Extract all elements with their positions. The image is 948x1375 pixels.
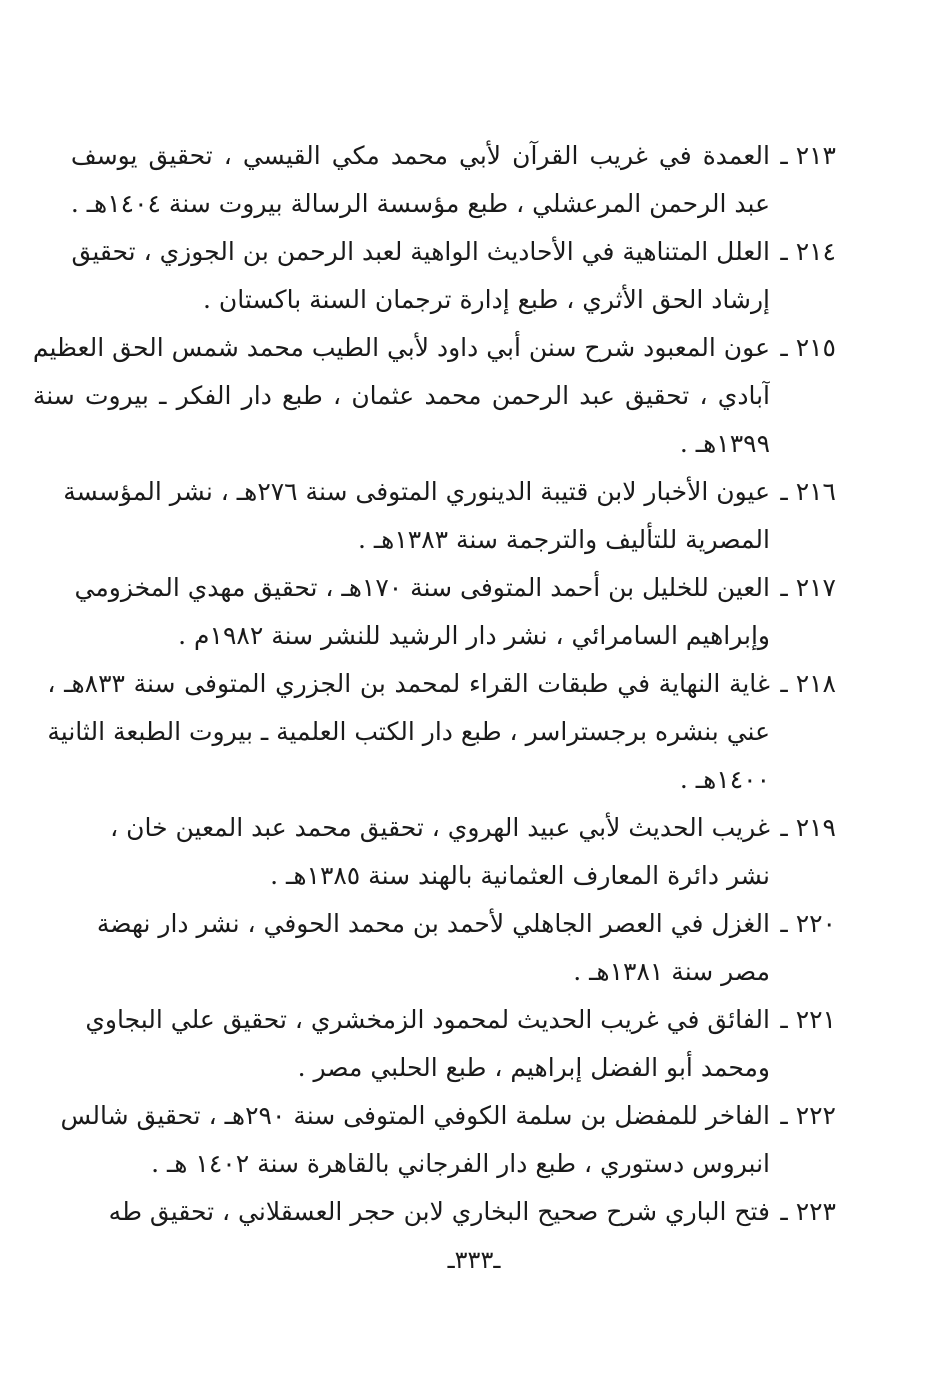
entry-text bbox=[75, 564, 770, 660]
entry-number: ٢١٣ ـ bbox=[780, 141, 836, 170]
entry-line: فتح الباري شرح صحيح البخاري لابن حجر العسقلاني ، تحقيق طه bbox=[108, 1197, 770, 1226]
bibliography-entry bbox=[70, 132, 836, 228]
entry-number: ٢٢٣ ـ bbox=[780, 1197, 836, 1226]
entry-line: غريب الحديث لأبي عبيد الهروي ، تحقيق محمد عبد المعين خان ، bbox=[110, 813, 770, 842]
bibliography-entry bbox=[47, 660, 836, 804]
entry-line: عيون الأخبار لابن قتيبة الدينوري المتوفى سنة ٢٧٦هـ ، نشر المؤسسة bbox=[63, 477, 770, 506]
entry-line: العمدة في غريب القرآن لأبي محمد مكي القيسي ، تحقيق يوسف bbox=[70, 141, 770, 170]
bibliography-entry bbox=[108, 1188, 836, 1236]
entry-text bbox=[33, 324, 770, 468]
entry-line: الفائق في غريب الحديث لمحمود الزمخشري ، تحقيق علي البجاوي bbox=[85, 1005, 770, 1034]
entry-line: ١٣٩٩هـ . bbox=[679, 429, 770, 458]
entry-line: عني بنشره برجستراسر ، طبع دار الكتب العلمية ـ بيروت الطبعة الثانية bbox=[47, 717, 770, 746]
entry-text bbox=[72, 228, 771, 324]
entry-text bbox=[60, 1092, 770, 1188]
entry-number: ٢٢٢ ـ bbox=[780, 1101, 836, 1130]
bibliography-entry bbox=[85, 996, 836, 1092]
bibliography-entry bbox=[110, 804, 836, 900]
entry-number: ٢١٤ ـ bbox=[780, 237, 836, 266]
entry-text bbox=[110, 804, 770, 900]
bibliography-entry bbox=[60, 1092, 836, 1188]
entry-line: آبادي ، تحقيق عبد الرحمن محمد عثمان ، طبع دار الفكر ـ بيروت سنة bbox=[32, 381, 770, 410]
entry-line: انبروس دستوري ، طبع دار الفرجاني بالقاهرة سنة ١٤٠٢ هـ . bbox=[151, 1149, 770, 1178]
entry-line: إرشاد الحق الأثري ، طبع إدارة ترجمان السنة باكستان . bbox=[202, 285, 770, 314]
entry-number: ٢١٧ ـ bbox=[780, 573, 836, 602]
entry-line: ١٤٠٠هـ . bbox=[679, 765, 770, 794]
entry-number: ٢٢٠ ـ bbox=[780, 909, 836, 938]
bibliography-entry bbox=[96, 900, 836, 996]
page-number: ـ٣٣٣ـ bbox=[447, 1246, 501, 1274]
entry-line: الغزل في العصر الجاهلي لأحمد بن محمد الحوفي ، نشر دار نهضة bbox=[96, 909, 770, 938]
bibliography-entry bbox=[63, 468, 836, 564]
entry-number: ٢١٥ ـ bbox=[780, 333, 836, 362]
entry-number: ٢٢١ ـ bbox=[780, 1005, 836, 1034]
bibliography-entry bbox=[74, 564, 836, 660]
entry-text bbox=[97, 900, 770, 996]
entry-number: ٢١٦ ـ bbox=[780, 477, 836, 506]
entry-line: الفاخر للمفضل بن سلمة الكوفي المتوفى سنة ٢٩٠هـ ، تحقيق شالس bbox=[60, 1101, 770, 1130]
entry-line: وإبراهيم السامرائي ، نشر دار الرشيد للنشر سنة ١٩٨٢م . bbox=[178, 621, 770, 650]
bibliography-list bbox=[32, 132, 836, 1236]
entry-text bbox=[63, 468, 770, 564]
bibliography-entry bbox=[71, 228, 836, 324]
entry-line: نشر دائرة المعارف العثمانية بالهند سنة ١٣٨٥هـ . bbox=[270, 861, 770, 890]
entry-text bbox=[71, 132, 770, 228]
entry-text bbox=[47, 660, 770, 804]
entry-number: ٢١٩ ـ bbox=[780, 813, 836, 842]
entry-line: ومحمد أبو الفضل إبراهيم ، طبع الحلبي مصر . bbox=[297, 1053, 770, 1082]
entry-text bbox=[109, 1188, 770, 1236]
entry-line: عبد الرحمن المرعشلي ، طبع مؤسسة الرسالة بيروت سنة ١٤٠٤هـ . bbox=[70, 189, 770, 218]
bibliography-entry bbox=[32, 324, 836, 468]
entry-number: ٢١٨ ـ bbox=[780, 669, 836, 698]
entry-line: العلل المتناهية في الأحاديث الواهية لعبد الرحمن بن الجوزي ، تحقيق bbox=[71, 237, 770, 266]
entry-line: المصرية للتأليف والترجمة سنة ١٣٨٣هـ . bbox=[357, 525, 770, 554]
entry-text bbox=[85, 996, 770, 1092]
entry-line: العين للخليل بن أحمد المتوفى سنة ١٧٠هـ ، تحقيق مهدي المخزومي bbox=[74, 573, 770, 602]
entry-line: غاية النهاية في طبقات القراء لمحمد بن الجزري المتوفى سنة ٨٣٣هـ ، bbox=[47, 669, 770, 698]
entry-line: مصر سنة ١٣٨١هـ . bbox=[573, 957, 770, 986]
entry-line: عون المعبود شرح سنن أبي داود لأبي الطيب محمد شمس الحق العظيم bbox=[32, 333, 770, 362]
